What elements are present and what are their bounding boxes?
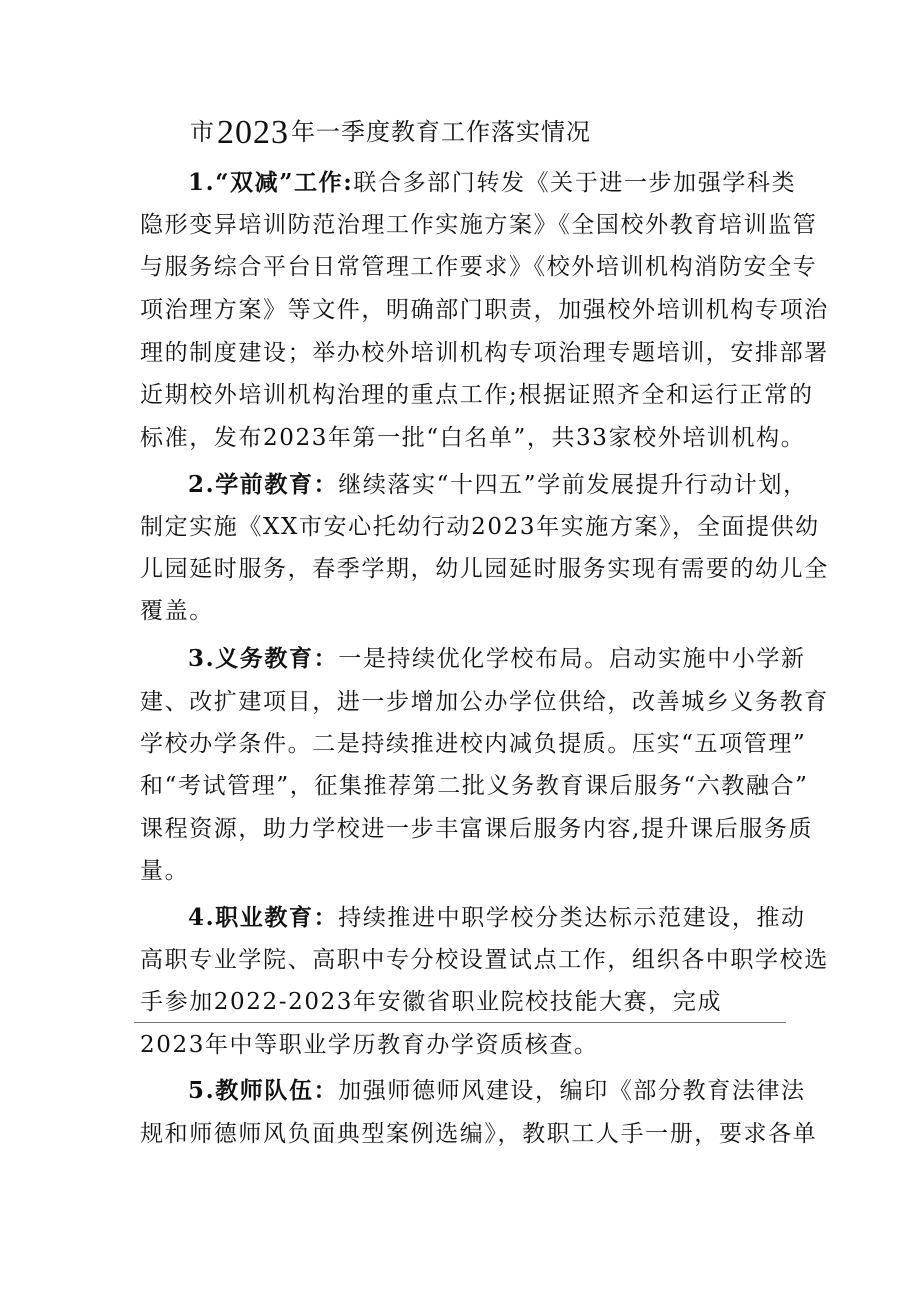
divider-line [134, 1022, 786, 1023]
paragraph-line: 儿园延时服务，春季学期，幼儿园延时服务实现有需要的幼儿全 [140, 556, 829, 582]
paragraph-line: 规和师德师风负面典型案例选编》，教职工人手一册，要求各单 [140, 1121, 818, 1147]
paragraph-line: 2023年中等职业学历教育办学资质核查。 [140, 1032, 599, 1058]
paragraph-text: 加强师德师风建设，编印《部分教育法律法 [338, 1078, 806, 1104]
paragraph-text: 继续落实“十四五”学前发展提升行动计划， [338, 472, 808, 498]
paragraph-line [188, 168, 796, 198]
paragraph-text: 持续推进中职学校分类达标示范建设，推动 [338, 905, 806, 931]
paragraph-line [188, 903, 806, 933]
section-heading: 1.“双减”工作: [188, 169, 354, 196]
paragraph-line: 量。 [140, 858, 190, 884]
document-title [190, 112, 591, 152]
paragraph-line: 建、改扩建项目，进一步增加公办学位供给，改善城乡义务教育 [140, 689, 829, 715]
section-heading: 2.学前教育： [188, 471, 339, 498]
paragraph-text: 联合多部门转发《关于进一步加强学科类 [353, 170, 797, 196]
paragraph-line: 项治理方案》等文件，明确部门职责，加强校外培训机构专项治 [140, 297, 829, 323]
title-suffix: 年一季度教育工作落实情况 [291, 118, 591, 146]
paragraph-line: 标准，发布2023年第一批“白名单”，共33家校外培训机构。 [140, 425, 806, 451]
paragraph-line: 与服务综合平台日常管理工作要求》《校外培训机构消防安全专 [140, 254, 818, 280]
paragraph-line: 隐形变异培训防范治理工作实施方案》《全国校外教育培训监管 [140, 212, 818, 238]
paragraph-line: 手参加2022-2023年安徽省职业院校技能大赛，完成 [140, 989, 723, 1015]
paragraph-line [188, 1076, 806, 1106]
paragraph-line [188, 470, 808, 500]
paragraph-line: 理的制度建设；举办校外培训机构专项治理专题培训，安排部署 [140, 340, 829, 366]
paragraph-line: 制定实施《XX市安心托幼行动2023年实施方案》，全面提供幼 [140, 514, 820, 540]
title-prefix: 市 [190, 118, 215, 146]
paragraph-line: 覆盖。 [140, 598, 214, 624]
section-heading: 3.义务教育： [188, 645, 339, 672]
paragraph-line: 高职专业学院、高职中专分校设置试点工作，组织各中职学校选 [140, 947, 829, 973]
section-heading: 5.教师队伍： [188, 1077, 339, 1104]
paragraph-line: 课程资源，助力学校进一步丰富课后服务内容,提升课后服务质 [140, 816, 814, 842]
paragraph-line [188, 644, 806, 674]
paragraph-line: 和“考试管理”，征集推荐第二批义务教育课后服务“六教融合” [140, 773, 809, 799]
paragraph-line: 学校办学条件。二是持续推进校内减负提质。压实“五项管理” [140, 731, 807, 757]
paragraph-text: 一是持续优化学校布局。启动实施中小学新 [338, 646, 806, 672]
paragraph-line: 近期校外培训机构治理的重点工作;根据证照齐全和运行正常的 [140, 382, 814, 408]
section-heading: 4.职业教育： [188, 904, 339, 931]
title-year: 2023 [217, 114, 289, 151]
